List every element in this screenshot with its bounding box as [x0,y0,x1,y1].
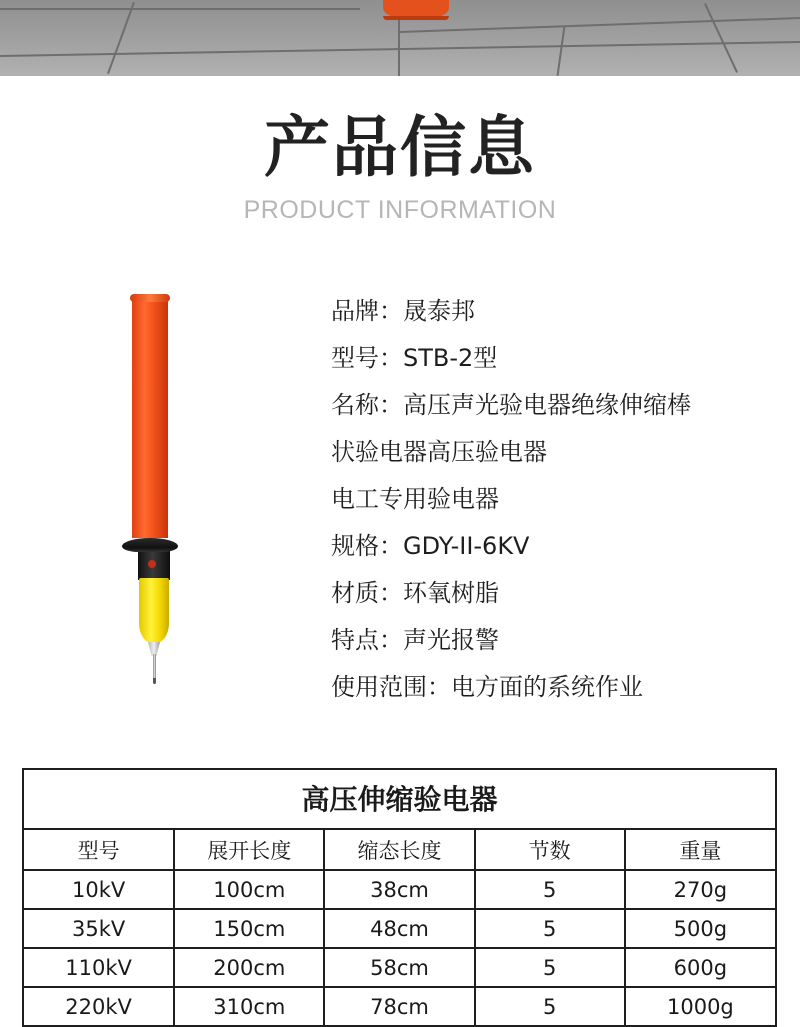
table-cell: 5 [475,870,625,909]
section-heading [0,110,800,225]
table-cell: 100cm [174,870,324,909]
info-name: 名称：高压声光验电器绝缘伸缩棒 [331,391,691,419]
table-cell: 35kV [24,909,174,948]
spec-table-title: 高压伸缩验电器 [24,770,775,830]
probe-icon [153,654,156,680]
table-row [24,987,775,1026]
table-cell: 58cm [324,948,474,987]
table-cell: 78cm [324,987,474,1026]
paving-seam [704,3,738,73]
table-row [24,948,775,987]
detector-handle [139,578,169,644]
product-base-shadow [383,16,449,20]
col-header-retracted-length: 缩态长度 [324,830,474,870]
detector-tube [132,298,168,538]
table-cell: 200cm [174,948,324,987]
detector-collar [122,538,178,552]
spec-table [22,768,777,1027]
table-row [24,909,775,948]
table-cell: 220kV [24,987,174,1026]
table-cell: 10kV [24,870,174,909]
table-cell: 310cm [174,987,324,1026]
table-cell: 48cm [324,909,474,948]
info-name-cont-1: 状验电器高压验电器 [331,438,547,466]
col-header-weight: 重量 [625,830,775,870]
info-spec: 规格：GDY-II-6KV [331,532,530,560]
table-cell: 5 [475,909,625,948]
table-cell: 5 [475,987,625,1026]
paving-seam [557,26,566,76]
table-cell: 1000g [625,987,775,1026]
voltage-detector-image [126,290,226,690]
section-title: 产品信息 [264,109,536,186]
detector-tube-cap [130,294,170,302]
product-photo-strip [0,0,800,76]
probe-tip [153,678,156,684]
col-header-sections: 节数 [475,830,625,870]
col-header-model: 型号 [24,830,174,870]
table-cell: 38cm [324,870,474,909]
table-header-row [24,830,775,870]
info-usage: 使用范围：电方面的系统作业 [331,673,643,701]
table-row [24,870,775,909]
indicator-light-icon [148,560,156,568]
info-name-cont-2: 电工专用验电器 [331,485,499,513]
paving-seam [400,17,800,33]
info-feature: 特点：声光报警 [331,626,499,654]
table-cell: 5 [475,948,625,987]
info-material: 材质：环氧树脂 [331,579,499,607]
info-model: 型号：STB-2型 [331,344,498,372]
spec-table-grid [24,830,775,1027]
paving-seam [0,8,360,10]
col-header-extended-length: 展开长度 [174,830,324,870]
table-cell: 270g [625,870,775,909]
info-brand: 品牌：晟泰邦 [331,297,475,325]
table-cell: 500g [625,909,775,948]
section-subtitle: PRODUCT INFORMATION [243,196,557,224]
paving-seam [107,2,135,74]
product-info-list [331,288,791,711]
table-cell: 150cm [174,909,324,948]
table-cell: 110kV [24,948,174,987]
table-cell: 600g [625,948,775,987]
